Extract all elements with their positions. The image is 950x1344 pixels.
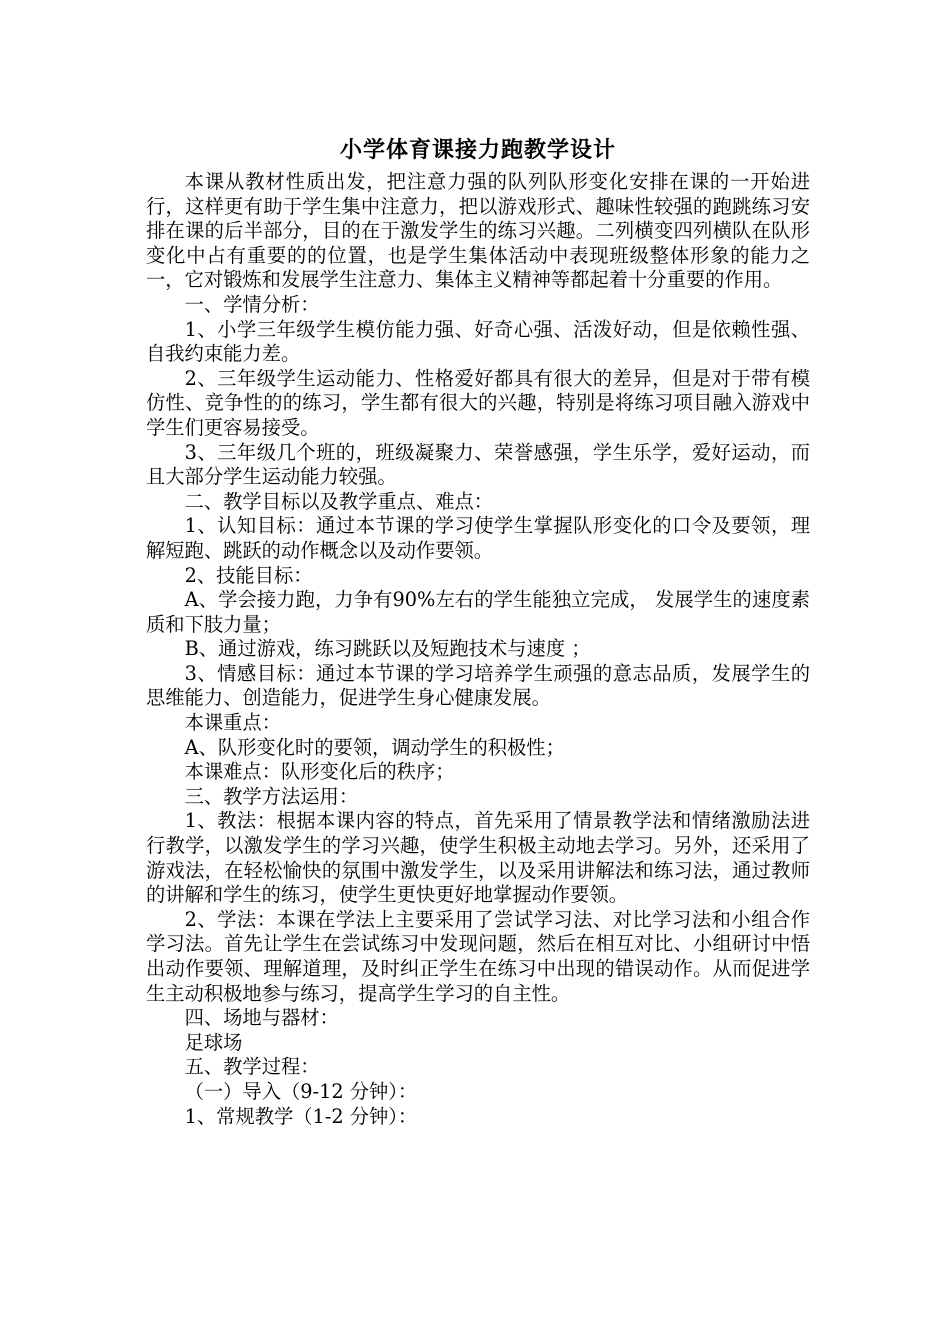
learner-analysis-item-3: 3、三年级几个班的，班级凝聚力、荣誉感强，学生乐学，爱好运动，而且大部分学生运动能力较强。 [146, 440, 810, 489]
objective-skill-a: A、学会接力跑，力争有90%左右的学生能独立完成， 发展学生的速度素质和下肢力量； [146, 588, 810, 636]
section-heading-methods: 三、教学方法运用： [184, 784, 359, 808]
learner-analysis-item-1: 1、小学三年级学生模仿能力强、好奇心强、活泼好动，但是依赖性强、自我约束能力差。 [146, 317, 810, 366]
intro-paragraph: 本课从教材性质出发，把注意力强的队列队形变化安排在课的一开始进行，这样更有助于学生集中注意力，把以游戏形式、趣味性较强的跑跳练习安排在课的后半部分，目的在于激发学生的练习兴趣。二列横变四列横队在队形变化中占有重要的的位置，也是学生集体活动中表现班级整体形象的能力之一，它对锻炼和发展学生注意力、集体主义精神等都起着十分重要的作用。 [146, 170, 810, 292]
section-heading-venue: 四、场地与器材： [184, 1006, 339, 1030]
method-teaching: 1、教法：根据本课内容的特点，首先采用了情景教学法和情绪激励法进行教学，以激发学生的学习兴趣，使学生积极主动地去学习。另外，还采用了游戏法，在轻松愉快的氛围中激发学生，以及采用讲解法和练习法，通过教师的讲解和学生的练习，使学生更快更好地掌握动作要领。 [146, 809, 810, 907]
section-heading-learner-analysis: 一、学情分析： [184, 292, 320, 316]
method-learning: 2、学法：本课在学法上主要采用了尝试学习法、对比学习法和小组合作学习法。首先让学生在尝试练习中发现问题，然后在相互对比、小组研讨中悟出动作要领、理解道理，及时纠正学生在练习中出现的错误动作。从而促进学生主动积极地参与练习，提高学生学习的自主性。 [146, 907, 810, 1005]
key-points-heading: 本课重点： [184, 711, 281, 735]
objective-cognitive: 1、认知目标：通过本节课的学习使学生掌握队形变化的口令及要领，理解短跑、跳跃的动作概念以及动作要领。 [146, 514, 810, 562]
process-intro: （一）导入（9-12 分钟）： [184, 1079, 418, 1103]
objective-skill-heading: 2、技能目标： [184, 563, 313, 587]
learner-analysis-item-2: 2、三年级学生运动能力、性格爱好都具有很大的差异，但是对于带有模仿性、竞争性的的练习，学生都有很大的兴趣，特别是将练习项目融入游戏中学生们更容易接受。 [146, 366, 810, 439]
document-page [146, 136, 810, 1129]
objective-emotional: 3、情感目标：通过本节课的学习培养学生顽强的意志品质，发展学生的思维能力、创造能力，促进学生身心健康发展。 [146, 661, 810, 710]
section-heading-process: 五、教学过程： [184, 1055, 320, 1079]
venue-value: 足球场 [184, 1030, 243, 1054]
document-title: 小学体育课接力跑教学设计 [339, 138, 616, 163]
objective-skill-b: B、通过游戏，练习跳跃以及短跑技术与速度 ； [184, 637, 591, 661]
key-point-a: A、队形变化时的要领，调动学生的积极性； [184, 735, 565, 759]
difficult-point: 本课难点：队形变化后的秩序； [184, 760, 455, 784]
section-heading-objectives: 二、教学目标以及教学重点、难点： [184, 489, 494, 513]
process-routine: 1、常规教学（1-2 分钟）： [184, 1104, 418, 1128]
